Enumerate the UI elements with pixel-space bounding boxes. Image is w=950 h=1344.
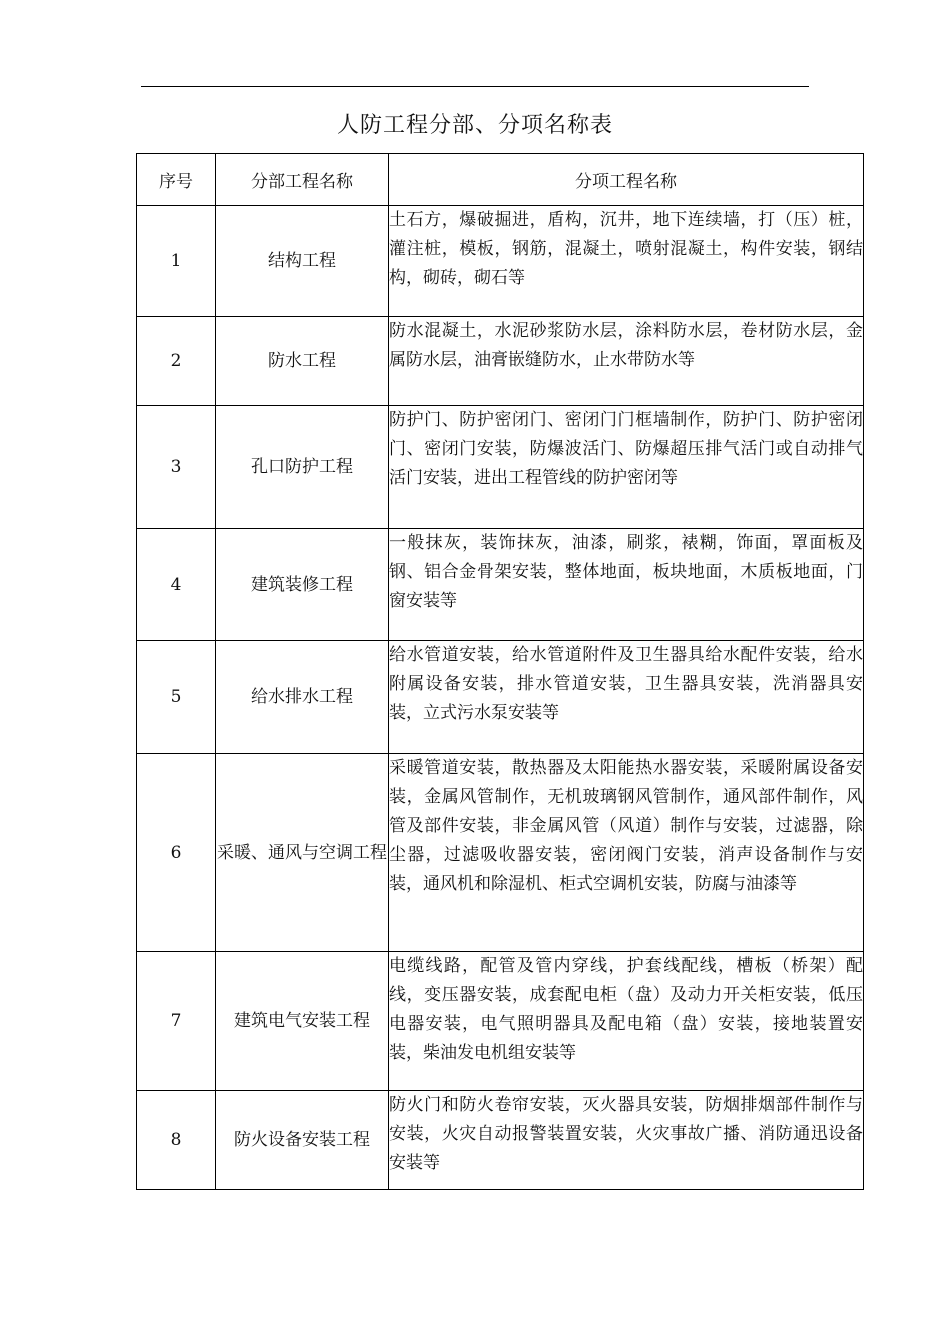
row-number: 3 bbox=[137, 406, 216, 529]
division-name: 结构工程 bbox=[216, 206, 389, 317]
subitem-list: 防水混凝土，水泥砂浆防水层，涂料防水层，卷材防水层，金属防水层，油膏嵌缝防水，止水带防水等 bbox=[389, 317, 864, 406]
subitem-list: 土石方，爆破掘进，盾构，沉井，地下连续墙，打（压）桩，灌注桩，模板，钢筋，混凝土，喷射混凝土，构件安装，钢结构，砌砖，砌石等 bbox=[389, 206, 864, 317]
subitem-list: 给水管道安装，给水管道附件及卫生器具给水配件安装，给水附属设备安装，排水管道安装，卫生器具安装，洗消器具安装，立式污水泵安装等 bbox=[389, 641, 864, 754]
division-name: 给水排水工程 bbox=[216, 641, 389, 754]
division-name: 采暖、通风与空调工程 bbox=[216, 754, 389, 952]
division-name: 孔口防护工程 bbox=[216, 406, 389, 529]
table-header-row bbox=[137, 154, 864, 206]
row-number: 4 bbox=[137, 529, 216, 641]
table-row bbox=[137, 1091, 864, 1190]
document-title: 人防工程分部、分项名称表 bbox=[336, 113, 613, 138]
subitem-list: 防护门、防护密闭门、密闭门门框墙制作，防护门、防护密闭门、密闭门安装，防爆波活门、防爆超压排气活门或自动排气活门安装，进出工程管线的防护密闭等 bbox=[389, 406, 864, 529]
table-row bbox=[137, 406, 864, 529]
division-name: 防火设备安装工程 bbox=[216, 1091, 389, 1190]
subitem-list: 采暖管道安装，散热器及太阳能热水器安装，采暖附属设备安装，金属风管制作，无机玻璃钢风管制作，通风部件制作，风管及部件安装，非金属风管（风道）制作与安装，过滤器，除尘器，过滤吸收器安装，密闭阀门安装，消声设备制作与安装，通风机和除湿机、柜式空调机安装，防腐与油漆等 bbox=[389, 754, 864, 952]
row-number: 6 bbox=[137, 754, 216, 952]
division-name: 防水工程 bbox=[216, 317, 389, 406]
project-items-table bbox=[136, 153, 864, 1190]
subitem-list: 防火门和防火卷帘安装，灭火器具安装，防烟排烟部件制作与安装，火灾自动报警装置安装，火灾事故广播、消防通迅设备安装等 bbox=[389, 1091, 864, 1190]
header-number: 序号 bbox=[137, 154, 216, 206]
table-row bbox=[137, 754, 864, 952]
subitem-list: 电缆线路，配管及管内穿线，护套线配线，槽板（桥架）配线，变压器安装，成套配电柜（盘）及动力开关柜安装，低压电器安装，电气照明器具及配电箱（盘）安装，接地装置安装，柴油发电机组安装等 bbox=[389, 952, 864, 1091]
table-row bbox=[137, 206, 864, 317]
row-number: 2 bbox=[137, 317, 216, 406]
row-number: 7 bbox=[137, 952, 216, 1091]
header-division-name: 分部工程名称 bbox=[216, 154, 389, 206]
division-name: 建筑装修工程 bbox=[216, 529, 389, 641]
table-row bbox=[137, 317, 864, 406]
row-number: 1 bbox=[137, 206, 216, 317]
header-subitem-name: 分项工程名称 bbox=[389, 154, 864, 206]
table-row bbox=[137, 952, 864, 1091]
table-row bbox=[137, 529, 864, 641]
header-rule bbox=[141, 86, 809, 87]
row-number: 8 bbox=[137, 1091, 216, 1190]
table-row bbox=[137, 641, 864, 754]
subitem-list: 一般抹灰，装饰抹灰，油漆，刷浆，裱糊，饰面，罩面板及钢、铝合金骨架安装，整体地面，板块地面，木质板地面，门窗安装等 bbox=[389, 529, 864, 641]
division-name: 建筑电气安装工程 bbox=[216, 952, 389, 1091]
row-number: 5 bbox=[137, 641, 216, 754]
